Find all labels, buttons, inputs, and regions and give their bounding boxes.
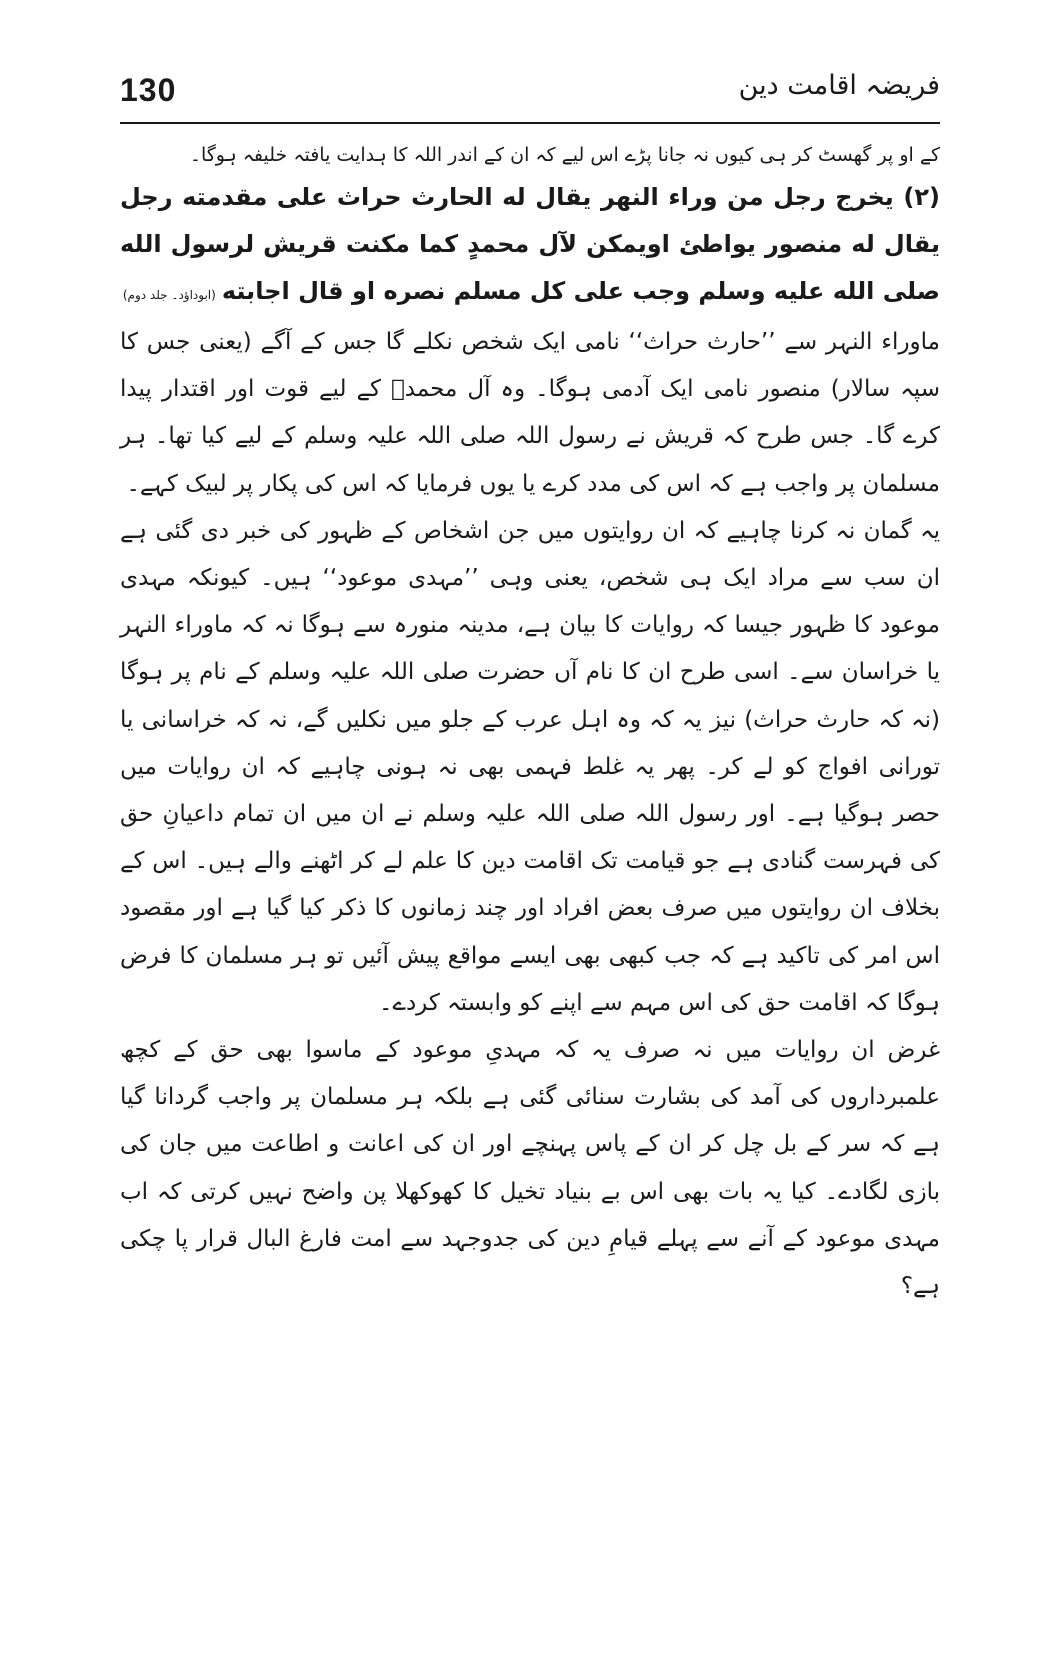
paragraph-explanation: یہ گمان نہ کرنا چاہیے کہ ان روایتوں میں جن اشخاص کے ظہور کی خبر دی گئی ہے ان سب سے مراد ایک ہی شخص، یعنی وہی ’’مہدی موعود‘‘ ہیں۔ کیونکہ مہدی موعود کا ظہور جیسا کہ روایات کا بیان ہے، مدینہ منورہ سے ہوگا نہ کہ ماوراء النہر یا خراسان سے۔ اسی طرح ان کا نام آں حضرت صلی اللہ علیہ وسلم کے نام پر ہوگا (نہ کہ حارث حراث) نیز یہ کہ وہ اہل عرب کے جلو میں نکلیں گے، نہ کہ خراسانی یا تورانی افواج کو لے کر۔ پھر یہ غلط فہمی بھی نہ ہونی چاہیے کہ ان روایات میں حصر ہوگیا ہے۔ اور رسول اللہ صلی اللہ علیہ وسلم نے ان میں ان تمام داعیانِ حق کی فہرست گنادی ہے جو قیامت تک اقامت دین کا علم لے کر اٹھنے والے ہیں۔ اس کے بخلاف ان روایتوں میں صرف بعض افراد اور چند زمانوں کا ذکر کیا گیا ہے اور مقصود اس امر کی تاکید ہے کہ جب کبھی بھی ایسے مواقع پیش آئیں تو ہر مسلمان کا فرض ہوگا کہ اقامت حق کی اس مہم سے اپنے کو وابستہ کردے۔ (120, 517, 940, 1016)
hadith-reference: (ابوداؤد۔ جلد دوم) (122, 288, 216, 302)
arabic-hadith-text: (۲) يخرج رجل من وراء النهر يقال له الحارث حراث على مقدمته رجل يقال له منصور يواطئ اويمكن لآل محمدٍ كما مكنت قريش لرسول الله صلى الله عليه وسلم وجب على كل مسلم نصره او قال اجابته (120, 183, 940, 305)
paragraph-translation: ماوراء النہر سے ’’حارث حراث‘‘ نامی ایک شخص نکلے گا جس کے آگے (یعنی جس کا سپہ سالار) منصور نامی ایک آدمی ہوگا۔ وہ آل محمدؐ کے لیے قوت اور اقتدار پیدا کرے گا۔ جس طرح کہ قریش نے رسول اللہ صلی اللہ علیہ وسلم کے لیے کیا تھا۔ ہر مسلمان پر واجب ہے کہ اس کی مدد کرے یا یوں فرمایا کہ اس کی پکار پر لبیک کہے۔ (120, 329, 940, 497)
header-divider (120, 122, 940, 124)
paragraph-conclusion: غرض ان روایات میں نہ صرف یہ کہ مہدیِ موعود کے ماسوا بھی حق کے کچھ علمبرداروں کی آمد کی بشارت سنائی گئی ہے بلکہ ہر مسلمان پر واجب گردانا گیا ہے کہ سر کے بل چل کر ان کے پاس پہنچے اور ان کی اعانت و اطاعت میں جان کی بازی لگادے۔ کیا یہ بات بھی اس بے بنیاد تخیل کا کھوکھلا پن واضح نہیں کرتی کہ اب مہدی موعود کے آنے سے پہلے قیامِ دین کی جدوجہد سے امت فارغ البال قرار پا چکی ہے؟ (120, 1037, 940, 1300)
page-body (120, 136, 940, 1310)
page-number: 130 (120, 72, 177, 108)
arabic-hadith (120, 174, 940, 319)
continuation-line: کے او پر گھسٹ کر ہی کیوں نہ جانا پڑے اس لیے کہ ان کے اندر اللہ کا ہدایت یافتہ خلیفہ ہوگا۔ (189, 144, 940, 166)
page-header (120, 70, 940, 120)
book-title: فریضہ اقامت دین (738, 70, 940, 101)
